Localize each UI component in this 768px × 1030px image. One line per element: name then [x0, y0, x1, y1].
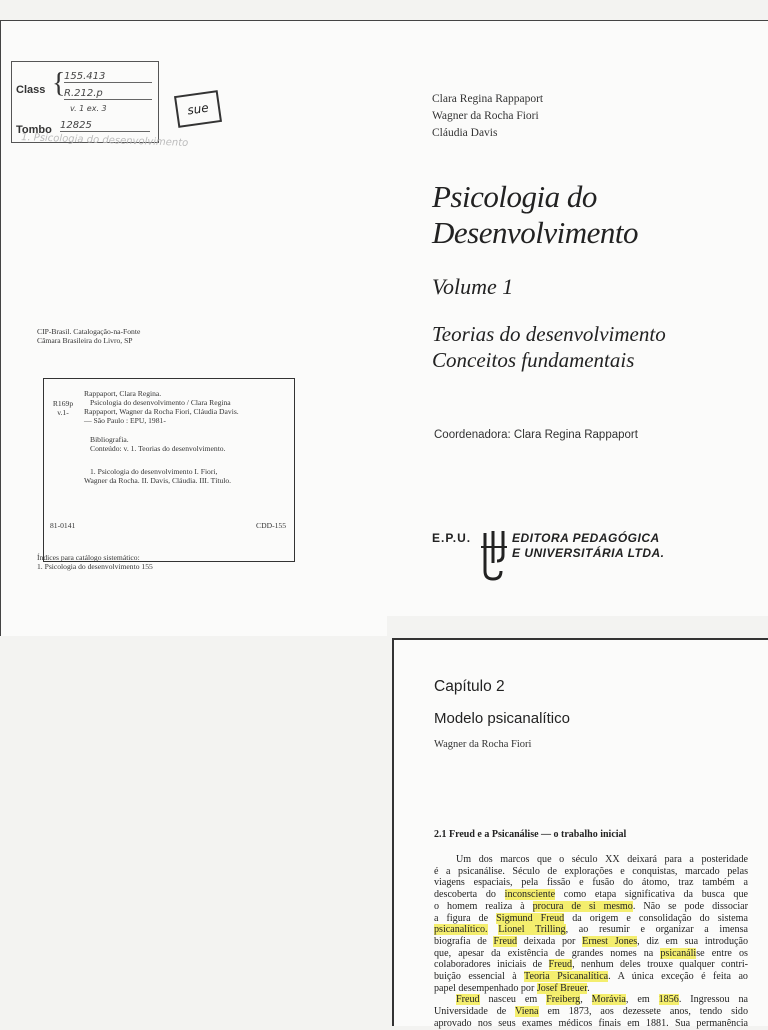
highlighted-text: procura de si mesmo: [532, 900, 633, 912]
publisher-logo-icon: [479, 527, 509, 583]
text-line: [434, 983, 748, 995]
text-span: [488, 924, 499, 935]
handwritten-title: 1. Psicologia do desenvolvimento: [20, 132, 189, 149]
text-line: [434, 866, 748, 878]
text-span: em 1873, aos dezessete anos, tendo sido: [538, 1006, 748, 1018]
text-line: [434, 913, 748, 925]
highlighted-text: Morávia: [591, 994, 626, 1006]
publisher-abbrev: E.P.U.: [432, 531, 472, 545]
text-span: colaboradores iniciais de: [434, 959, 549, 971]
cip-number-left: 81-0141: [50, 521, 76, 530]
text-span: viagens espaciais, pela fissão e fusão do átomo, traz também a: [434, 877, 748, 889]
chapter-title: Modelo psicanalítico: [434, 710, 570, 727]
text-line: [434, 994, 748, 1006]
highlighted-text: Ernest Jones: [582, 935, 638, 947]
cip-record-box: [43, 378, 295, 562]
volume-label: Volume 1: [432, 274, 514, 299]
text-line: [434, 936, 748, 948]
highlighted-text: psicanáli: [660, 947, 697, 959]
highlighted-text: Viena: [515, 1006, 539, 1018]
chapter-number: Capítulo 2: [434, 678, 505, 695]
chapter-author: Wagner da Rocha Fiori: [434, 739, 532, 750]
class-label: Class: [16, 84, 46, 96]
text-span: a figura de: [434, 912, 497, 924]
text-span: o homem realiza à: [434, 900, 533, 912]
text-span: aprovado nos seus exames médicos finais em 1881. Sua permanência: [434, 1017, 748, 1029]
text-span: . Não se pode dissociar: [632, 900, 748, 912]
tombo-label: Tombo: [16, 124, 52, 136]
code-stamp: sue: [174, 90, 222, 128]
text-line: [434, 948, 748, 960]
text-span: , em: [625, 994, 659, 1006]
text-span: que, apesar da existência de grandes nomes na: [434, 947, 661, 959]
author-name: Wagner da Rocha Fiori: [432, 110, 539, 122]
highlighted-text: Freud: [493, 935, 518, 947]
library-class-stamp: [11, 61, 159, 143]
tombo-value: 12825: [60, 120, 150, 132]
cip-bibliography: Bibliografia. Conteúdo: v. 1. Teorias do desenvolvimento.: [90, 435, 226, 453]
cip-subjects: 1. Psicologia do desenvolvimento I. Fiori, Wagner da Rocha. II. Davis, Cláudia. III. Título.: [84, 467, 232, 485]
text-span: , ao resumir e organizar a imensa: [565, 924, 748, 936]
text-span: . Ingressou na: [678, 994, 748, 1006]
text-span: se entre os: [696, 947, 748, 959]
class-line-1: 155.413: [64, 71, 152, 83]
publisher-name: EDITORA PEDAGÓGICA E UNIVERSITÁRIA LTDA.: [512, 531, 665, 560]
highlighted-text: psicanalítico.: [434, 924, 488, 936]
author-list: [432, 91, 543, 142]
text-span: ,: [580, 994, 592, 1006]
highlighted-text: Freud: [548, 959, 573, 971]
highlighted-text: Freiberg: [546, 994, 581, 1006]
text-span: , diz em sua introdução: [637, 935, 748, 947]
highlighted-text: Sigmund Freud: [496, 912, 565, 924]
text-span: , nenhum deles trouxe qualquer contri-: [572, 959, 748, 971]
chapter-body-text: [434, 854, 748, 1030]
text-span: é a psicanálise. Século de explorações e conquistas, marcado pelas: [434, 865, 748, 877]
section-heading: 2.1 Freud e a Psicanálise — o trabalho inicial: [434, 829, 627, 840]
text-span: biografia de: [434, 935, 494, 947]
title-page: [386, 20, 768, 616]
highlighted-text: Josef Breuer: [536, 982, 588, 994]
cip-entry: Rappaport, Clara Regina. Psicologia do desenvolvimento / Clara Regina Rappaport, Wagner da Rocha Fiori, Cláudia Davis. — São Paulo : EPU, 1981-: [84, 389, 239, 425]
left-page: [0, 20, 387, 636]
highlighted-text: Teoria Psicanalítica: [524, 971, 609, 983]
text-line: [434, 854, 748, 866]
text-line: [434, 901, 748, 913]
text-span: descoberta do: [434, 889, 505, 901]
text-line: [434, 889, 748, 901]
text-line: [434, 924, 748, 936]
cip-header: CIP-Brasil. Catalogação-na-Fonte Câmara Brasileira do Livro, SP: [37, 327, 141, 345]
author-name: Clara Regina Rappaport: [432, 93, 544, 105]
class-line-3: v. 1 ex. 3: [70, 104, 107, 113]
text-span: .: [587, 982, 590, 994]
call-number: R169p v.1-: [52, 399, 74, 417]
highlighted-text: Lionel Trilling: [498, 924, 566, 936]
chapter-page: [392, 638, 768, 1029]
coordinator: Coordenadora: Clara Regina Rappaport: [434, 429, 638, 441]
highlighted-text: 1856: [658, 994, 679, 1006]
text-span: papel desempenhado por: [434, 982, 537, 994]
brace-mark: {: [52, 68, 66, 99]
author-name: Cláudia Davis: [432, 127, 498, 139]
text-span: nasceu em: [479, 994, 547, 1006]
highlighted-text: Freud: [456, 994, 480, 1006]
text-span: Universidade de: [434, 1006, 516, 1018]
text-line: [434, 959, 748, 971]
book-subtitle: Teorias do desenvolvimento Conceitos fundamentais: [432, 322, 666, 372]
catalog-index: Índices para catálogo sistemático: 1. Psicologia do desenvolvimento 155: [37, 553, 153, 571]
cip-number-right: CDD-155: [256, 521, 286, 530]
text-span: . A única exceção é feita ao: [608, 971, 748, 983]
text-span: da origem e consolidação do sistema: [564, 912, 748, 924]
class-line-2: R.212.p: [64, 88, 152, 100]
text-span: deixada por: [517, 935, 583, 947]
highlighted-text: inconsciente: [504, 889, 556, 901]
text-line: [434, 971, 748, 983]
text-line: [434, 877, 748, 889]
text-span: Um dos marcos que o século XX deixará para a posteridade: [456, 854, 748, 865]
book-title: Psicologia do Desenvolvimento: [432, 179, 638, 250]
text-span: buição essencial à: [434, 971, 525, 983]
text-line: [434, 1006, 748, 1018]
text-span: como etapa significativa da busca que: [555, 889, 748, 901]
